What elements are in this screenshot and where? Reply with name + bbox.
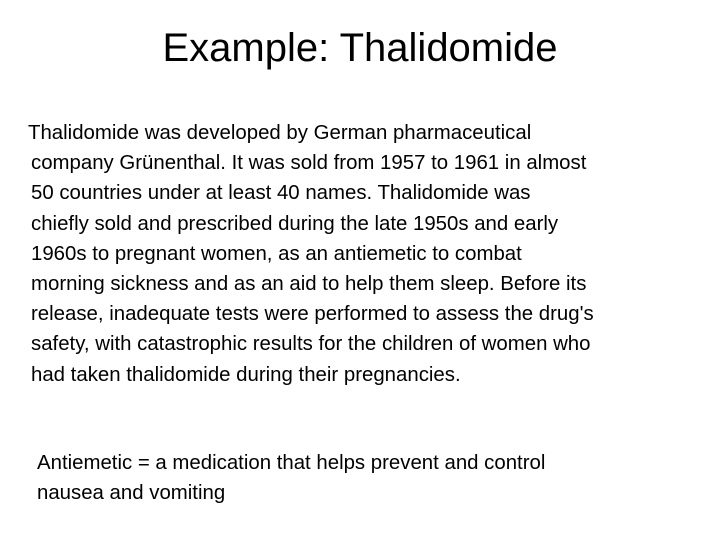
paragraph-line: company Grünenthal. It was sold from 1957 to 1961 in almost: [31, 152, 587, 175]
definition-note: [37, 448, 687, 508]
paragraph-line: Thalidomide was developed by German pharmaceutical: [28, 122, 532, 144]
paragraph-line: morning sickness and as an aid to help them sleep. Before its: [31, 273, 587, 296]
definition-line: nausea and vomiting: [37, 482, 226, 505]
slide-title: Example: Thalidomide: [162, 26, 558, 70]
definition-line: Antiemetic = a medication that helps prevent and control: [37, 452, 546, 474]
paragraph: [28, 118, 698, 390]
paragraph-line: chiefly sold and prescribed during the late 1950s and early: [31, 212, 559, 235]
paragraph-line: release, inadequate tests were performed to assess the drug's: [31, 303, 594, 326]
paragraph-line: 50 countries under at least 40 names. Thalidomide was: [31, 182, 531, 205]
paragraph-line: safety, with catastrophic results for the children of women who: [31, 333, 591, 356]
paragraph-line: had taken thalidomide during their pregnancies.: [31, 363, 461, 386]
paragraph-line: 1960s to pregnant women, as an antiemetic to combat: [31, 242, 522, 265]
